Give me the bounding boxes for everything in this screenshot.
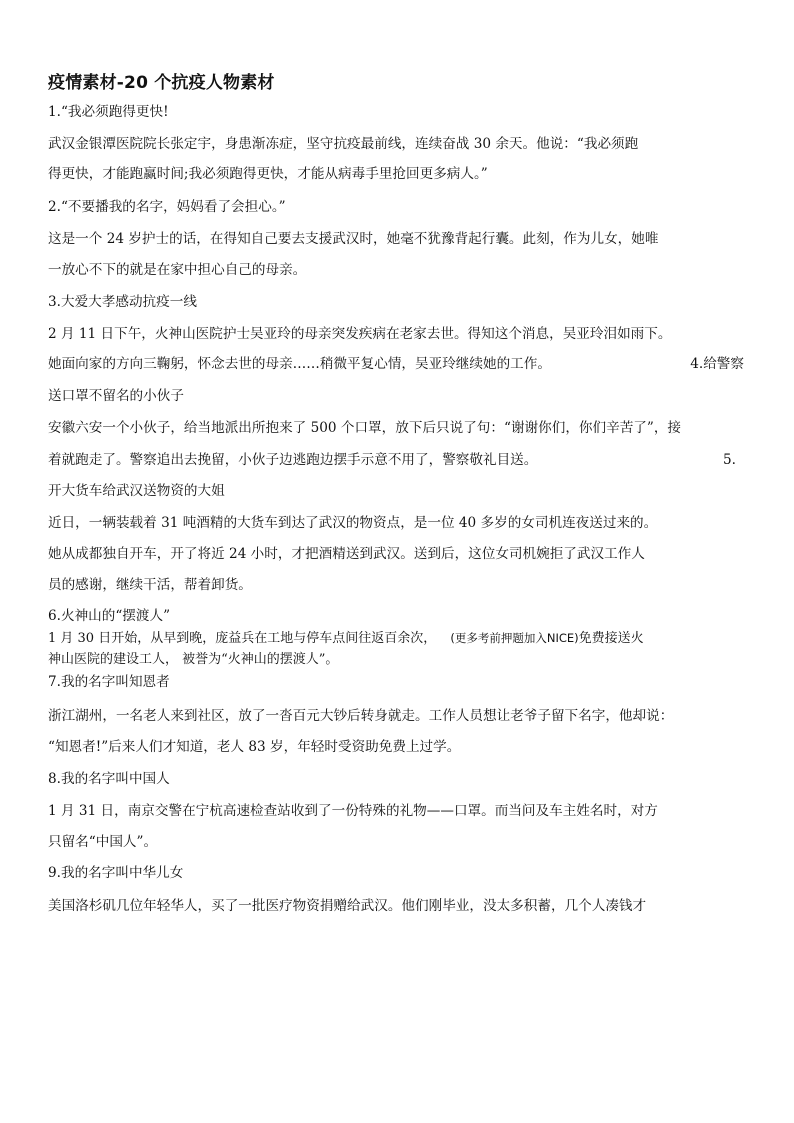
promo-note: (更多考前押题加入NICE) <box>450 631 579 645</box>
paragraph-line: 只留名“中国人”。 <box>48 834 158 850</box>
paragraph-line: 浙江湖州，一名老人来到社区，放了一沓百元大钞后转身就走。工作人员想让老爷子留下名字，他却说： <box>48 708 674 724</box>
paragraph-text: 着就跑走了。警察追出去挽留，小伙子边逃跑边摆手示意不用了，警察敬礼目送。 <box>48 452 538 468</box>
paragraph-line: 美国洛杉矶几位年轻华人，买了一批医疗物资捐赠给武汉。他们刚毕业，没太多积蓄，几个人凑钱才 <box>48 898 647 914</box>
heading-5: 开大货车给武汉送物资的大姐 <box>48 483 225 499</box>
heading-4-start: 4.给警察 <box>690 356 744 372</box>
paragraph-line: 安徽六安一个小伙子，给当地派出所抱来了 500 个口罩，放下后只说了句：“谢谢你们，你们辛苦了”，接 <box>48 420 682 436</box>
paragraph-line: 得更快，才能跑赢时间;我必须跑得更快，才能从病毒手里抢回更多病人。” <box>48 166 488 182</box>
paragraph-line-with-heading <box>48 451 754 469</box>
paragraph-line: 一放心不下的就是在家中担心自己的母亲。 <box>48 262 307 278</box>
heading-7: 7.我的名字叫知恩者 <box>48 674 170 690</box>
heading-5-start: 5. <box>723 452 736 468</box>
paragraph-line: 近日，一辆装载着 31 吨酒精的大货车到达了武汉的物资点，是一位 40 多岁的女司机连夜送过来的。 <box>48 515 658 531</box>
paragraph-line: 武汉金银潭医院院长张定宇，身患渐冻症，坚守抗疫最前线，连续奋战 30 余天。他说：“我必须跑 <box>48 136 639 152</box>
paragraph-line-with-heading <box>48 355 754 373</box>
document-title: 疫情素材-20 个抗疫人物素材 <box>48 73 275 93</box>
paragraph-line: “知恩者!”后来人们才知道，老人 83 岁，年轻时受资助免费上过学。 <box>48 739 461 755</box>
paragraph-line: 1 月 31 日，南京交警在宁杭高速检查站收到了一份特殊的礼物——口罩。而当问及车主姓名时，对方 <box>48 803 658 819</box>
heading-1: 1.“我必须跑得更快! <box>48 104 169 120</box>
heading-9: 9.我的名字叫中华儿女 <box>48 865 184 881</box>
paragraph-line: 神山医院的建设工人， 被誉为“火神山的摆渡人”。 <box>48 652 339 667</box>
paragraph-line: 这是一个 24 岁护士的话，在得知自己要去支援武汉时，她毫不犹豫背起行囊。此刻，作为儿女，她唯 <box>48 231 659 247</box>
paragraph-line: 员的感谢，继续干活，帮着卸货。 <box>48 577 252 593</box>
paragraph-text: 1 月 30 日开始，从早到晚，庞益兵在工地与停车点间往返百余次， <box>48 631 437 646</box>
paragraph-line: 2 月 11 日下午，火神山医院护士吴亚玲的母亲突发疾病在老家去世。得知这个消息，吴亚玲泪如雨下。 <box>48 326 672 342</box>
paragraph-text: 免费接送火 <box>578 631 644 646</box>
heading-6: 6.火神山的“摆渡人” <box>48 608 171 624</box>
heading-3: 3.大爱大孝感动抗疫一线 <box>48 294 197 310</box>
heading-2: 2.“不要播我的名字，妈妈看了会担心。” <box>48 199 286 215</box>
paragraph-text: 她面向家的方向三鞠躬，怀念去世的母亲……稍微平复心情，吴亚玲继续她的工作。 <box>48 356 551 372</box>
paragraph-line <box>48 630 644 647</box>
heading-4: 送口罩不留名的小伙子 <box>48 388 184 404</box>
heading-8: 8.我的名字叫中国人 <box>48 771 170 787</box>
paragraph-line: 她从成都独自开车，开了将近 24 小时，才把酒精送到武汉。送到后，这位女司机婉拒了武汉工作人 <box>48 546 645 562</box>
